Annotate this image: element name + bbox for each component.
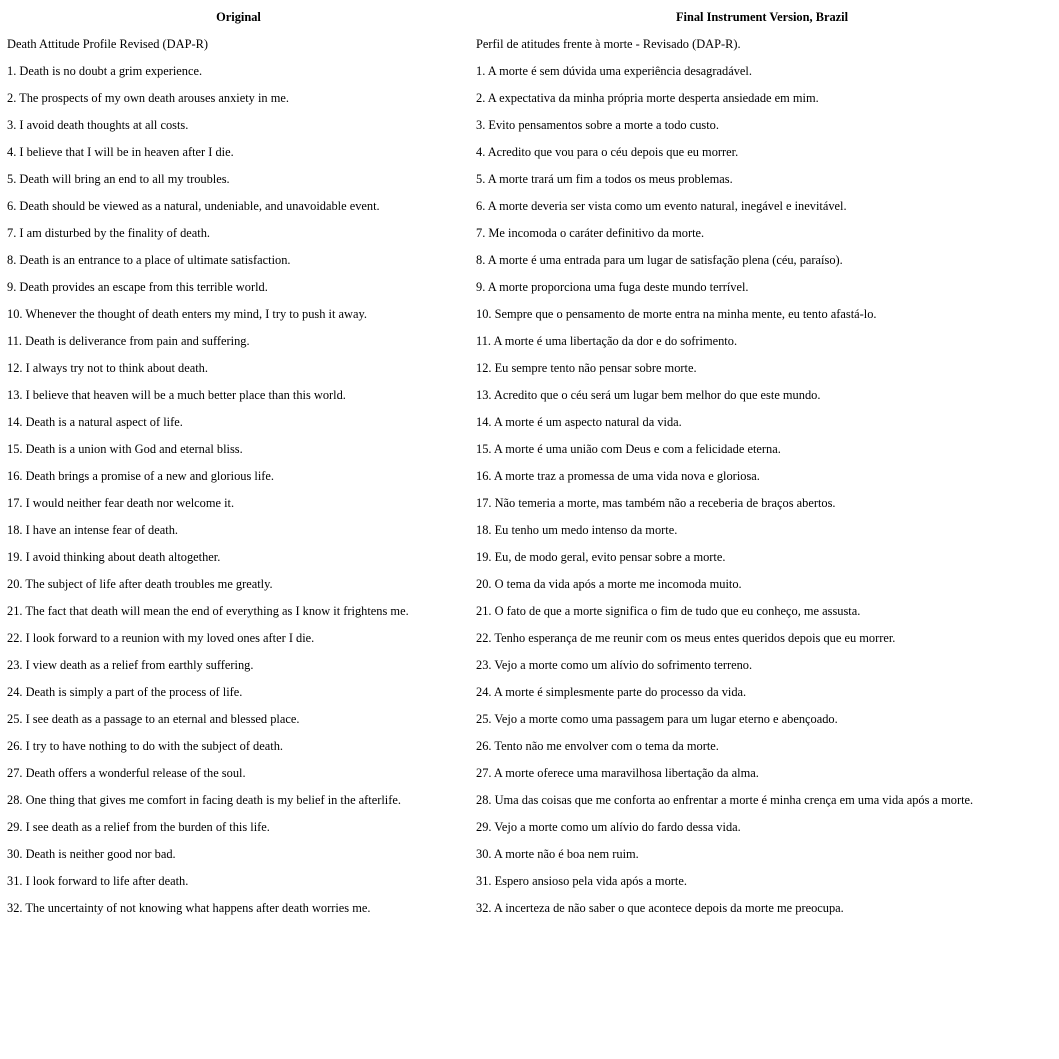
- brazil-item-cell: 28. Uma das coisas que me conforta ao enfrentar a morte é minha crença em uma vida após a morte.: [476, 793, 974, 807]
- original-item-cell: 23. I view death as a relief from earthly suffering.: [7, 658, 254, 672]
- original-column-header: Original: [216, 10, 261, 24]
- original-item-cell: 2. The prospects of my own death arouses anxiety in me.: [7, 91, 289, 105]
- table-row: [4, 598, 1051, 625]
- brazil-item-cell: 7. Me incomoda o caráter definitivo da morte.: [476, 226, 705, 240]
- brazil-item-cell: 10. Sempre que o pensamento de morte entra na minha mente, eu tento afastá-lo.: [476, 307, 877, 321]
- brazil-item-cell: 24. A morte é simplesmente parte do processo da vida.: [476, 685, 747, 699]
- table-row: [4, 436, 1051, 463]
- table-body: [4, 31, 1051, 922]
- original-item-cell: 24. Death is simply a part of the process of life.: [7, 685, 243, 699]
- brazil-item-cell: 20. O tema da vida após a morte me incomoda muito.: [476, 577, 742, 591]
- original-item-cell: 16. Death brings a promise of a new and glorious life.: [7, 469, 275, 483]
- table-row: [4, 193, 1051, 220]
- table-row: [4, 301, 1051, 328]
- brazil-item-cell: 8. A morte é uma entrada para um lugar de satisfação plena (céu, paraíso).: [476, 253, 843, 267]
- original-item-cell: 21. The fact that death will mean the end of everything as I know it frightens me.: [7, 604, 409, 618]
- table-row: [4, 31, 1051, 58]
- brazil-item-cell: 14. A morte é um aspecto natural da vida.: [476, 415, 682, 429]
- original-item-cell: 11. Death is deliverance from pain and suffering.: [7, 334, 250, 348]
- original-item-cell: 17. I would neither fear death nor welcome it.: [7, 496, 235, 510]
- original-item-cell: 1. Death is no doubt a grim experience.: [7, 64, 203, 78]
- brazil-item-cell: Perfil de atitudes frente à morte - Revisado (DAP-R).: [476, 37, 741, 51]
- original-item-cell: 27. Death offers a wonderful release of the soul.: [7, 766, 246, 780]
- brazil-item-cell: 6. A morte deveria ser vista como um evento natural, inegável e inevitável.: [476, 199, 847, 213]
- original-item-cell: 19. I avoid thinking about death altogether.: [7, 550, 221, 564]
- brazil-column-header: Final Instrument Version, Brazil: [675, 10, 849, 24]
- table-row: [4, 544, 1051, 571]
- brazil-item-cell: 26. Tento não me envolver com o tema da morte.: [476, 739, 719, 753]
- original-item-cell: 6. Death should be viewed as a natural, undeniable, and unavoidable event.: [7, 199, 380, 213]
- brazil-item-cell: 29. Vejo a morte como um alívio do fardo dessa vida.: [476, 820, 741, 834]
- brazil-item-cell: 11. A morte é uma libertação da dor e do sofrimento.: [476, 334, 738, 348]
- original-item-cell: 18. I have an intense fear of death.: [7, 523, 178, 537]
- original-item-cell: 10. Whenever the thought of death enters my mind, I try to push it away.: [7, 307, 367, 321]
- original-item-cell: 26. I try to have nothing to do with the subject of death.: [7, 739, 283, 753]
- table-row: [4, 895, 1051, 922]
- table-row: [4, 625, 1051, 652]
- table-row: [4, 679, 1051, 706]
- original-item-cell: 8. Death is an entrance to a place of ultimate satisfaction.: [7, 253, 291, 267]
- original-item-cell: 32. The uncertainty of not knowing what happens after death worries me.: [7, 901, 371, 915]
- original-item-cell: 28. One thing that gives me comfort in facing death is my belief in the afterlife.: [7, 793, 401, 807]
- brazil-item-cell: 22. Tenho esperança de me reunir com os meus entes queridos depois que eu morrer.: [476, 631, 896, 645]
- table-row: [4, 409, 1051, 436]
- brazil-item-cell: 16. A morte traz a promessa de uma vida nova e gloriosa.: [476, 469, 760, 483]
- brazil-item-cell: 15. A morte é uma união com Deus e com a felicidade eterna.: [476, 442, 781, 456]
- original-item-cell: 12. I always try not to think about death.: [7, 361, 208, 375]
- table-row: [4, 814, 1051, 841]
- table-row: [4, 760, 1051, 787]
- brazil-item-cell: 23. Vejo a morte como um alívio do sofrimento terreno.: [476, 658, 753, 672]
- table-row: [4, 355, 1051, 382]
- table-row: [4, 328, 1051, 355]
- original-item-cell: 4. I believe that I will be in heaven after I die.: [7, 145, 234, 159]
- table-row: [4, 112, 1051, 139]
- brazil-item-cell: 4. Acredito que vou para o céu depois que eu morrer.: [476, 145, 739, 159]
- original-item-cell: 15. Death is a union with God and eternal bliss.: [7, 442, 243, 456]
- brazil-item-cell: 3. Evito pensamentos sobre a morte a todo custo.: [476, 118, 719, 132]
- original-item-cell: 31. I look forward to life after death.: [7, 874, 189, 888]
- comparison-table: [4, 4, 1051, 922]
- brazil-item-cell: 12. Eu sempre tento não pensar sobre morte.: [476, 361, 697, 375]
- header-row: [4, 4, 1051, 31]
- table-row: [4, 382, 1051, 409]
- brazil-item-cell: 19. Eu, de modo geral, evito pensar sobre a morte.: [476, 550, 726, 564]
- table-row: [4, 85, 1051, 112]
- brazil-item-cell: 13. Acredito que o céu será um lugar bem melhor do que este mundo.: [476, 388, 821, 402]
- original-item-cell: 9. Death provides an escape from this terrible world.: [7, 280, 268, 294]
- brazil-item-cell: 27. A morte oferece uma maravilhosa libertação da alma.: [476, 766, 759, 780]
- original-item-cell: 30. Death is neither good nor bad.: [7, 847, 176, 861]
- original-item-cell: Death Attitude Profile Revised (DAP-R): [7, 37, 208, 51]
- brazil-item-cell: 1. A morte é sem dúvida uma experiência desagradável.: [476, 64, 752, 78]
- original-item-cell: 5. Death will bring an end to all my troubles.: [7, 172, 230, 186]
- table-row: [4, 706, 1051, 733]
- table-row: [4, 787, 1051, 814]
- table-row: [4, 490, 1051, 517]
- table-row: [4, 274, 1051, 301]
- table-row: [4, 868, 1051, 895]
- table-row: [4, 463, 1051, 490]
- table-row: [4, 139, 1051, 166]
- original-item-cell: 3. I avoid death thoughts at all costs.: [7, 118, 189, 132]
- original-item-cell: 13. I believe that heaven will be a much better place than this world.: [7, 388, 346, 402]
- original-item-cell: 29. I see death as a relief from the burden of this life.: [7, 820, 270, 834]
- table-row: [4, 517, 1051, 544]
- table-row: [4, 247, 1051, 274]
- table-row: [4, 58, 1051, 85]
- original-item-cell: 14. Death is a natural aspect of life.: [7, 415, 183, 429]
- brazil-item-cell: 21. O fato de que a morte significa o fim de tudo que eu conheço, me assusta.: [476, 604, 861, 618]
- original-item-cell: 22. I look forward to a reunion with my loved ones after I die.: [7, 631, 315, 645]
- brazil-item-cell: 9. A morte proporciona uma fuga deste mundo terrível.: [476, 280, 749, 294]
- table-row: [4, 652, 1051, 679]
- brazil-item-cell: 31. Espero ansioso pela vida após a morte.: [476, 874, 687, 888]
- original-item-cell: 25. I see death as a passage to an eternal and blessed place.: [7, 712, 300, 726]
- brazil-item-cell: 18. Eu tenho um medo intenso da morte.: [476, 523, 678, 537]
- table-row: [4, 841, 1051, 868]
- brazil-item-cell: 30. A morte não é boa nem ruim.: [476, 847, 639, 861]
- table-row: [4, 166, 1051, 193]
- original-item-cell: 20. The subject of life after death troubles me greatly.: [7, 577, 273, 591]
- table-row: [4, 733, 1051, 760]
- brazil-item-cell: 17. Não temeria a morte, mas também não a receberia de braços abertos.: [476, 496, 836, 510]
- brazil-item-cell: 32. A incerteza de não saber o que acontece depois da morte me preocupa.: [476, 901, 844, 915]
- brazil-item-cell: 25. Vejo a morte como uma passagem para um lugar eterno e abençoado.: [476, 712, 838, 726]
- original-item-cell: 7. I am disturbed by the finality of death.: [7, 226, 211, 240]
- brazil-item-cell: 2. A expectativa da minha própria morte desperta ansiedade em mim.: [476, 91, 819, 105]
- brazil-item-cell: 5. A morte trará um fim a todos os meus problemas.: [476, 172, 733, 186]
- table-row: [4, 220, 1051, 247]
- table-row: [4, 571, 1051, 598]
